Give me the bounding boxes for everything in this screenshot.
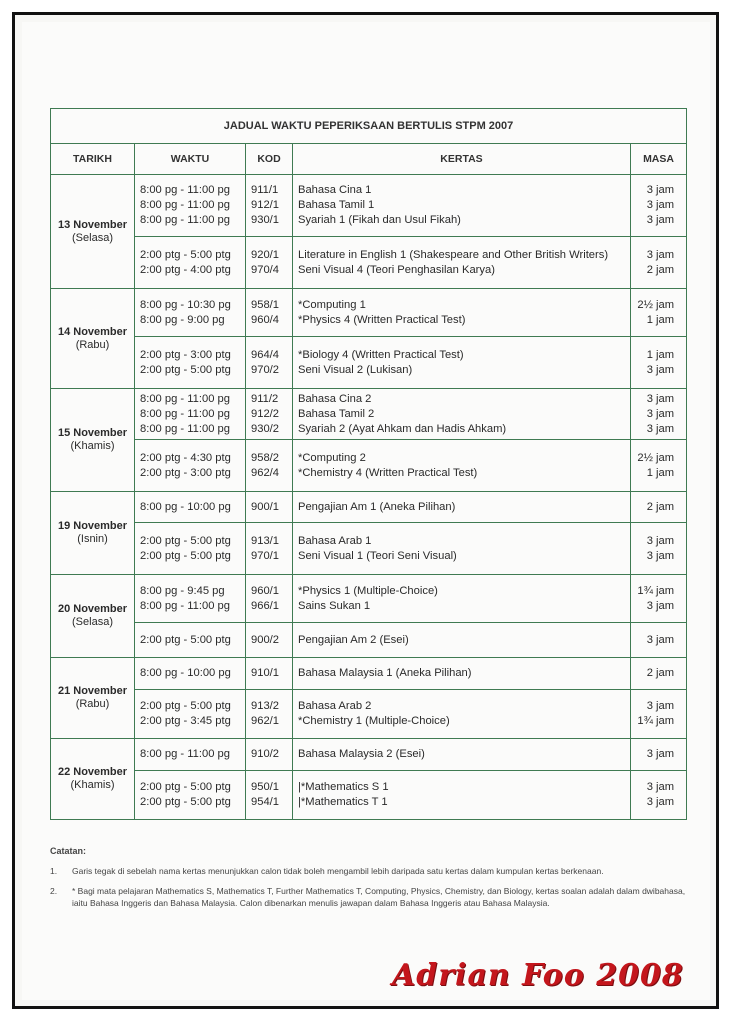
kod-cell [246,739,293,771]
waktu-cell [135,440,246,492]
header-waktu: WAKTU [135,144,246,175]
masa-cell [631,523,687,575]
waktu-value: 8:00 pg - 11:00 pg [140,599,230,612]
waktu-value: 8:00 pg - 10:00 pg [140,667,231,679]
exam-weekday: (Selasa) [72,616,113,628]
masa-value: 2 jam [646,667,675,679]
kod-value: 912/1 [251,199,279,211]
exam-weekday: (Rabu) [75,698,110,710]
date-cell [51,289,135,389]
kod-value: 920/1 [251,248,279,261]
kertas-cell [293,337,631,389]
kertas-cell [293,289,631,337]
kertas-cell [293,440,631,492]
waktu-value: 8:00 pg - 11:00 pg [140,392,230,405]
kod-cell [246,440,293,492]
kod-value: 960/1 [251,584,279,597]
masa-value: 3 jam [646,407,675,420]
kod-cell [246,623,293,658]
kod-value: 966/1 [251,599,279,612]
notes-heading: Catatan: [50,846,87,856]
kertas-value: Bahasa Malaysia 2 (Esei) [298,748,425,760]
session-row [51,237,687,289]
kertas-value: Sains Sukan 1 [298,599,371,612]
waktu-value: 8:00 pg - 9:45 pg [140,584,225,597]
masa-cell [631,175,687,237]
masa-value: 1 jam [646,466,675,479]
date-cell [51,658,135,739]
kod-value: 911/2 [251,392,279,405]
kod-value: 962/1 [251,715,279,727]
masa-value: 3 jam [646,199,675,211]
kod-cell [246,237,293,289]
kertas-cell [293,175,631,237]
masa-cell [631,440,687,492]
kertas-value: Bahasa Tamil 2 [298,407,375,420]
session-row [51,440,687,492]
waktu-value: 2:00 ptg - 3:45 ptg [140,715,231,727]
kod-value: 954/1 [251,796,279,808]
kertas-value: Bahasa Arab 2 [298,700,372,712]
exam-weekday: (Rabu) [75,338,110,351]
masa-value: 3 jam [646,214,675,226]
kertas-value: Bahasa Tamil 1 [298,199,375,211]
exam-date: 19 November [57,520,128,532]
masa-cell [631,658,687,690]
waktu-value: 2:00 ptg - 5:00 ptg [140,700,231,712]
waktu-value: 2:00 ptg - 5:00 ptg [140,781,231,793]
waktu-cell [135,658,246,690]
kertas-value: Syariah 2 (Ayat Ahkam dan Hadis Ahkam) [298,422,507,435]
header-masa: MASA [631,144,687,175]
header-tarikh: TARIKH [51,144,135,175]
waktu-cell [135,623,246,658]
kod-cell [246,523,293,575]
waktu-cell [135,739,246,771]
waktu-cell [135,289,246,337]
session-row [51,389,687,440]
kertas-value: Syariah 1 (Fikah dan Usul Fikah) [298,214,461,226]
kertas-value: *Computing 1 [298,298,366,311]
kertas-cell [293,389,631,440]
kod-value: 970/4 [251,263,279,276]
exam-date: 13 November [57,218,128,231]
kod-cell [246,690,293,739]
session-row [51,337,687,389]
session-row [51,739,687,771]
waktu-value: 2:00 ptg - 3:00 ptg [140,348,231,361]
exam-weekday: (Khamis) [70,779,115,791]
waktu-value: 8:00 pg - 11:00 pg [140,199,230,211]
session-row [51,771,687,820]
kod-value: 962/4 [251,466,279,479]
timetable-title: JADUAL WAKTU PEPERIKSAAN BERTULIS STPM 2007 [51,109,687,144]
masa-value: 1¾ jam [637,584,675,597]
date-cell [51,492,135,575]
note-number: 1. [50,866,58,876]
exam-date: 15 November [57,427,128,439]
kod-value: 958/2 [251,451,279,464]
kertas-value: Seni Visual 4 (Teori Penghasilan Karya) [298,263,495,276]
waktu-cell [135,771,246,820]
session-row [51,523,687,575]
kertas-value: *Chemistry 4 (Written Practical Test) [298,466,478,479]
waktu-cell [135,337,246,389]
waktu-value: 8:00 pg - 11:00 pg [140,184,230,196]
kod-value: 910/1 [251,667,279,679]
waktu-value: 8:00 pg - 11:00 pg [140,407,230,420]
kertas-value: *Physics 1 (Multiple-Choice) [298,584,438,597]
waktu-value: 8:00 pg - 11:00 pg [140,748,230,760]
session-row [51,575,687,623]
kertas-value: *Chemistry 1 (Multiple-Choice) [298,715,450,727]
waktu-value: 2:00 ptg - 4:00 ptg [140,263,231,276]
waktu-cell [135,389,246,440]
waktu-value: 2:00 ptg - 5:00 ptg [140,363,231,376]
masa-value: 3 jam [646,184,675,196]
exam-weekday: (Isnin) [77,533,108,545]
session-row [51,289,687,337]
session-row [51,623,687,658]
exam-date: 20 November [57,603,128,615]
masa-value: 3 jam [646,248,675,261]
kertas-value: Bahasa Cina 1 [298,184,372,196]
header-kertas: KERTAS [293,144,631,175]
kertas-value: *Physics 4 (Written Practical Test) [298,313,466,326]
kertas-value: *Biology 4 (Written Practical Test) [298,348,464,361]
kertas-cell [293,575,631,623]
masa-cell [631,337,687,389]
note-text: Garis tegak di sebelah nama kertas menunjukkan calon tidak boleh mengambil lebih daripada satu kertas dalam kumpulan kertas berkenaan. [72,866,604,876]
waktu-value: 8:00 pg - 11:00 pg [140,214,230,226]
kod-value: 958/1 [251,298,279,311]
masa-value: 1 jam [646,313,675,326]
header-kod: KOD [246,144,293,175]
masa-cell [631,289,687,337]
exam-date: 22 November [57,766,128,778]
exam-weekday: (Khamis) [70,440,115,452]
waktu-value: 2:00 ptg - 5:00 ptg [140,549,231,562]
masa-value: 3 jam [646,781,675,793]
note-item [50,865,690,877]
kertas-value: Pengajian Am 1 (Aneka Pilihan) [298,500,456,513]
kod-cell [246,575,293,623]
masa-cell [631,575,687,623]
waktu-cell [135,523,246,575]
masa-value: 3 jam [646,549,675,562]
kod-value: 960/4 [251,313,279,326]
kod-value: 970/1 [251,549,279,562]
date-cell [51,389,135,492]
exam-weekday: (Selasa) [72,231,113,244]
kod-cell [246,337,293,389]
waktu-value: 2:00 ptg - 5:00 ptg [140,633,231,646]
masa-value: 3 jam [646,534,675,547]
masa-value: 3 jam [646,599,675,612]
kertas-value: Bahasa Cina 2 [298,392,372,405]
masa-value: 2 jam [646,263,675,276]
exam-timetable [50,108,687,820]
kod-value: 913/2 [251,700,279,712]
masa-value: 3 jam [646,363,675,376]
session-row [51,658,687,690]
kod-value: 950/1 [251,781,279,793]
kod-cell [246,771,293,820]
kod-value: 900/1 [251,500,279,513]
kod-value: 900/2 [251,633,279,646]
kertas-value: Pengajian Am 2 (Esei) [298,633,409,646]
masa-cell [631,492,687,523]
kertas-value: |*Mathematics S 1 [298,781,389,793]
masa-value: 2½ jam [637,451,675,464]
kertas-cell [293,237,631,289]
kertas-value: Seni Visual 1 (Teori Seni Visual) [298,549,457,562]
notes-section [50,845,690,917]
kertas-cell [293,690,631,739]
masa-cell [631,623,687,658]
masa-value: 2½ jam [637,298,675,311]
kod-cell [246,289,293,337]
kertas-cell [293,623,631,658]
waktu-value: 2:00 ptg - 5:00 ptg [140,534,231,547]
kod-value: 913/1 [251,534,279,547]
kertas-cell [293,523,631,575]
kertas-value: Bahasa Malaysia 1 (Aneka Pilihan) [298,667,472,679]
masa-value: 1 jam [646,348,675,361]
masa-value: 2 jam [646,500,675,513]
masa-cell [631,739,687,771]
signature-watermark: Adrian Foo 2008 [392,958,684,993]
waktu-value: 2:00 ptg - 4:30 ptg [140,451,231,464]
session-row [51,175,687,237]
kertas-value: Bahasa Arab 1 [298,534,372,547]
kertas-value: Seni Visual 2 (Lukisan) [298,363,413,376]
kertas-cell [293,739,631,771]
kertas-cell [293,771,631,820]
masa-value: 3 jam [646,422,675,435]
masa-cell [631,690,687,739]
waktu-value: 2:00 ptg - 3:00 ptg [140,466,231,479]
masa-cell [631,237,687,289]
kertas-value: Literature in English 1 (Shakespeare and Other British Writers) [298,248,609,261]
waktu-value: 2:00 ptg - 5:00 ptg [140,796,231,808]
exam-date: 21 November [57,685,128,697]
waktu-value: 2:00 ptg - 5:00 ptg [140,248,231,261]
date-cell [51,175,135,289]
kod-value: 930/2 [251,422,279,435]
note-item [50,885,690,909]
waktu-cell [135,492,246,523]
masa-value: 3 jam [646,796,675,808]
masa-value: 1¾ jam [637,715,675,727]
note-number: 2. [50,886,58,896]
note-text: * Bagi mata pelajaran Mathematics S, Mathematics T, Further Mathematics T, Computing, Physics, Chemistry, dan Biology, kertas soalan adalah dalam dwibahasa, iaitu Bahasa Inggeris dan Bahasa Malaysia. Calon dibenarkan menulis jawapan dalam Bahasa Inggeris atau Bahasa Malaysia. [72,886,686,908]
kod-value: 910/2 [251,748,279,760]
kod-value: 964/4 [251,348,279,361]
kod-value: 911/1 [251,184,279,196]
session-row [51,690,687,739]
date-cell [51,575,135,658]
waktu-cell [135,175,246,237]
kod-value: 930/1 [251,214,279,226]
waktu-value: 8:00 pg - 10:00 pg [140,500,231,513]
kod-cell [246,658,293,690]
masa-value: 3 jam [646,392,675,405]
kertas-value: |*Mathematics T 1 [298,796,388,808]
kod-cell [246,389,293,440]
masa-cell [631,389,687,440]
waktu-value: 8:00 pg - 10:30 pg [140,298,231,311]
kod-value: 970/2 [251,363,279,376]
masa-value: 3 jam [646,748,675,760]
waktu-cell [135,690,246,739]
date-cell [51,739,135,820]
kod-cell [246,492,293,523]
masa-value: 3 jam [646,700,675,712]
session-row [51,492,687,523]
kertas-value: *Computing 2 [298,451,366,464]
masa-value: 3 jam [646,633,675,646]
kod-value: 912/2 [251,407,279,420]
masa-cell [631,771,687,820]
waktu-cell [135,575,246,623]
waktu-value: 8:00 pg - 11:00 pg [140,422,230,435]
kertas-cell [293,658,631,690]
kod-cell [246,175,293,237]
waktu-value: 8:00 pg - 9:00 pg [140,313,225,326]
exam-date: 14 November [57,325,128,338]
waktu-cell [135,237,246,289]
kertas-cell [293,492,631,523]
